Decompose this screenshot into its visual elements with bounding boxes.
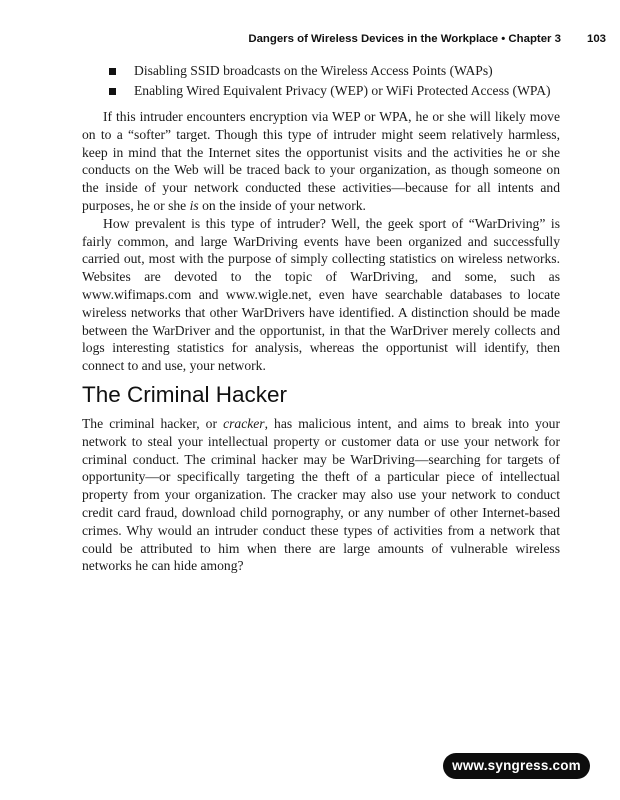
running-header xyxy=(0,33,606,45)
bullet-item: Disabling SSID broadcasts on the Wireless Access Points (WAPs) xyxy=(134,62,560,80)
paragraph-text: , has malicious intent, and aims to break into your network to steal your intellectual property or customer data or use your network for criminal conduct. The criminal hacker may be WarDriving—searching for targets of opportunity—or specifically targeting the theft of a particular piece of intellectual property from your organization. The cracker may also use your network to conduct credit card fraud, download child pornography, or any number of other Internet-based crimes. Why would an intruder conduct these types of activities from a network that could be attributed to him when there are large amounts of vulnerable wireless networks he can hide among? xyxy=(82,415,560,574)
paragraph-criminal-hacker xyxy=(82,415,560,575)
section-heading: The Criminal Hacker xyxy=(82,381,288,407)
publisher-url-badge: www.syngress.com xyxy=(443,753,590,779)
paragraph-text: The criminal hacker, or xyxy=(82,415,224,431)
paragraph-text: If this intruder encounters encryption via WEP or WPA, he or she will likely move on to a “softer” target. Though this type of intruder might seem relatively harmless, keep in mind that the Internet sites the opportunist visits and the activities he or she conducts on the Web will be traced back to your organization, as though someone on the inside of your network conducted these activities—because for all intents and purposes, he or she xyxy=(82,109,560,213)
page-body xyxy=(82,62,560,575)
running-title: Dangers of Wireless Devices in the Workplace • Chapter 3 xyxy=(248,33,561,45)
paragraph-text: on the inside of your network. xyxy=(198,197,366,213)
bullet-item: Enabling Wired Equivalent Privacy (WEP) or WiFi Protected Access (WPA) xyxy=(134,82,560,100)
paragraph-encryption xyxy=(82,108,560,215)
bullet-list xyxy=(82,62,560,100)
emphasis-text: cracker xyxy=(223,415,265,431)
page-number: 103 xyxy=(586,33,606,45)
emphasis-text: is xyxy=(189,197,199,213)
paragraph-wardriving: How prevalent is this type of intruder? Well, the geek sport of “WarDriving” is fairly common, and large WarDriving events have been organized and successfully carried out, most with the purpose of simply collecting statistics on wireless networks. Websites are devoted to the topic of WarDriving, and some, such as www.wifimaps.com and www.wigle.net, even have searchable databases to locate wireless networks that other WarDrivers have identified. A distinction should be made between the WarDriver and the opportunist, in that the WarDriver merely collects and logs interesting statistics for analysis, whereas the opportunist will identify, then connect to and use, your network. xyxy=(82,215,560,374)
